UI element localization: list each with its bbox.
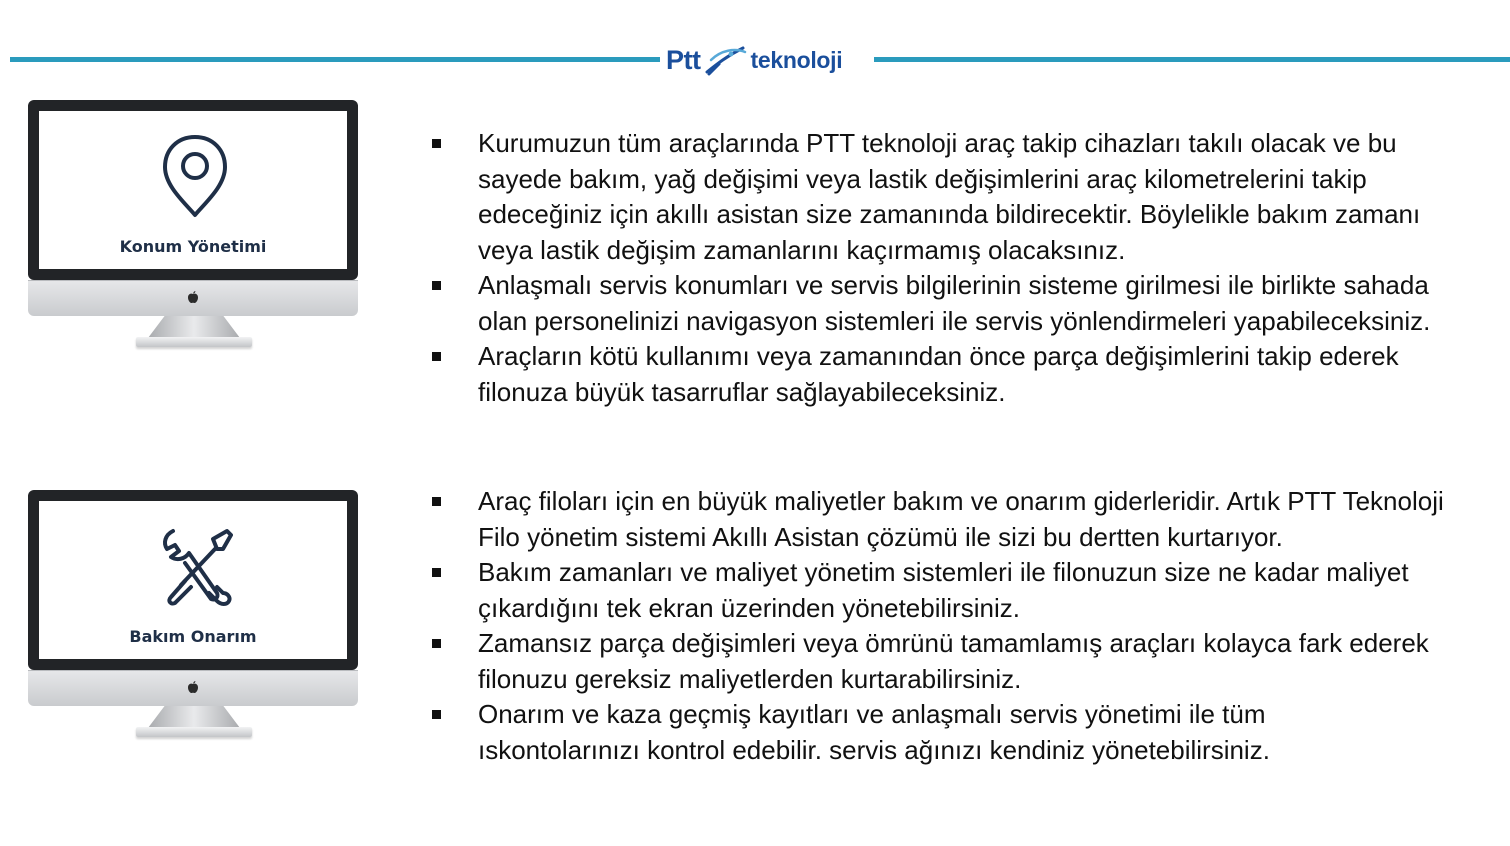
monitor-bezel	[28, 490, 358, 670]
bullet-text: Kurumuzun tüm araçlarında PTT teknoloji araç takip cihazları takılı olacak ve bu sayede bakım, yağ değişimi veya lastik değişimlerini araç kilometrelerini takip edeceğiniz için akıllı asistan size zamanında bildirecektir. Böylelikle bakım zamanı veya lastik değişim zamanlarını kaçırmamış olacaksınız.	[478, 128, 1421, 265]
bullet-list-konum	[432, 126, 1480, 410]
list-item	[432, 626, 1480, 697]
list-item	[432, 126, 1480, 268]
monitor-stand	[148, 316, 240, 338]
bullet-text: Araçların kötü kullanımı veya zamanından önce parça değişimlerini takip ederek filonuza büyük tasarruflar sağlayabileceksiniz.	[478, 341, 1399, 407]
bullet-square-icon	[432, 568, 441, 577]
bullet-text: Onarım ve kaza geçmiş kayıtları ve anlaşmalı servis yönetimi ile tüm ıskontolarınızı kontrol edebilir. servis ağınızı kendiniz yönetebilirsiniz.	[478, 699, 1270, 765]
bullet-list-bakim	[432, 484, 1480, 768]
list-item	[432, 339, 1442, 410]
bullet-text: Anlaşmalı servis konumları ve servis bilgilerinin sisteme girilmesi ile birlikte sahada olan personelinizi navigasyon sistemleri ile servis yönlendirmeleri yapabileceksiniz.	[478, 270, 1431, 336]
bullet-square-icon	[432, 139, 441, 148]
bullet-text: Zamansız parça değişimleri veya ömrünü tamamlamış araçları kolayca fark ederek filonuzu gereksiz maliyetlerden kurtarabilirsiniz.	[478, 628, 1429, 694]
list-item	[432, 697, 1392, 768]
bullet-square-icon	[432, 497, 441, 506]
monitor-screen	[39, 111, 347, 269]
logo-ptt-text: Ptt	[666, 44, 701, 75]
monitor-bakim	[28, 490, 362, 742]
bullet-square-icon	[432, 352, 441, 361]
list-item	[432, 555, 1442, 626]
list-item	[432, 484, 1480, 555]
monitor-stand	[148, 706, 240, 728]
location-pin-icon	[157, 131, 233, 221]
bullet-square-icon	[432, 281, 441, 290]
logo-swoosh-icon	[703, 42, 749, 78]
bullet-square-icon	[432, 639, 441, 648]
monitor-stand-base	[136, 727, 252, 737]
apple-logo-icon	[186, 290, 200, 304]
header-rule-left	[10, 57, 660, 62]
bullet-square-icon	[432, 710, 441, 719]
monitor-label: Bakım Onarım	[129, 627, 257, 646]
bullet-text: Bakım zamanları ve maliyet yönetim sistemleri ile filonuzun size ne kadar maliyet çıkardığını tek ekran üzerinden yönetebilirsiniz.	[478, 557, 1409, 623]
apple-logo-icon	[186, 680, 200, 694]
monitor-screen	[39, 501, 347, 659]
ptt-teknoloji-logo	[666, 38, 870, 82]
header-rule-right	[874, 57, 1510, 62]
monitor-stand-base	[136, 337, 252, 347]
monitor-bezel	[28, 100, 358, 280]
wrench-screwdriver-icon	[157, 521, 233, 611]
bullet-text: Araç filoları için en büyük maliyetler bakım ve onarım giderleridir. Artık PTT Teknoloji Filo yönetim sistemi Akıllı Asistan çözümü ile sizi bu dertten kurtarıyor.	[478, 486, 1444, 552]
monitor-konum	[28, 100, 362, 352]
list-item	[432, 268, 1464, 339]
monitor-label: Konum Yönetimi	[119, 237, 267, 256]
logo-teknoloji-text: teknoloji	[750, 46, 843, 73]
